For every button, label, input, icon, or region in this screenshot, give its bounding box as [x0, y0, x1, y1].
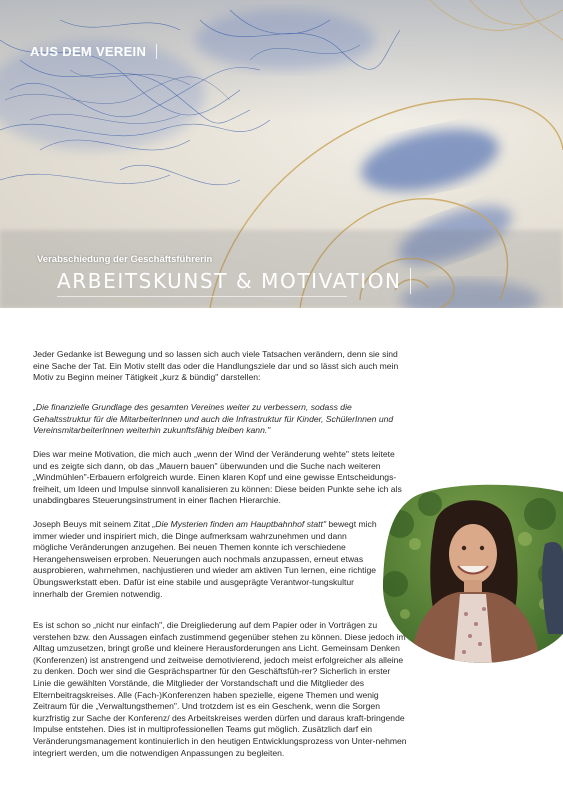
article-headline: ARBEITSKUNST & MOTIVATION — [57, 268, 411, 294]
header-artwork — [0, 0, 563, 308]
headline-underline — [57, 296, 347, 297]
intro-paragraph — [33, 349, 408, 384]
intro-text: Jeder Gedanke ist Bewegung und so lassen sich auch viele Tatsachen verändern, denn sie sind eine Sache der Tat. Ein Motiv stellt das oder die Handlungsziele dar und so lässt sich auch mein Motiv zu Beginn meiner Tätigkeit „kurz & bündig" darstellen: — [33, 349, 399, 383]
beuys-lead: Joseph Beuys mit seinem Zitat — [33, 519, 153, 529]
threefold-text: Es ist schon so „nicht nur einfach", die Dreigliederung auf dem Papier oder in Vorträgen zu verstehen bzw. den Aussagen einfach zustimmend gegenüber stehen zu können. Diese jedoch im Alltag umzusetzen, bringt große und kleinere Herausforderungen ans Licht. Gemeinsam Denken (Konferenzen) ist anstrengend und zeitweise demotivierend, jedoch meist erfolgreicher als alleine zu denken. Doch wer sind die Gesprächspartner für den Geschäftsfüh-rer? Sicherlich in erster Linie die gewählten Vorstände, die Mitglieder der Vorstandschaft und die Mitglieder des Elternbeitragskreises. Alle (Fach-)Konferenzen haben spezielle, eigene Themen und wenig Zeitraum für die „Verwaltungsthemen". Und trotzdem ist es ein Geschenk, wenn die Sorgen kurzfristig zur Sache der Konferenz/ des Arbeitskreises werden dürfen und daraus kraft-bringende Impulse entstehen. Dies ist in multiprofessionellen Teams gut möglich. Zusätzlich darf ein Veränderungsmanagement kontinuierlich in den heutigen Entwicklungsprozess von Unter-nehmen integriert werden, um die notwendigen Anpassungen zu begleiten. — [33, 620, 407, 758]
threefold-paragraph — [33, 620, 408, 759]
beuys-rest: bewegt mich immer wieder und inspiriert mich, die Dinge aufmerksam wahrzunehmen und dann mögliche Veränderungen anzugehen. Bei neuen Themen konnte ich verschiedene Herangehensweisen erproben. Neuerungen auch nochmals anzupassen, erneut etwas ausprobieren, wahrnehmen, nachjustieren und wieder am aktiven Tun lernen, eine richtige Übungswerkstatt eben. Dafür ist eine stabile und ausgeprägte Verantwor-tungskultur innerhalb der Gremien notwendig. — [33, 519, 377, 599]
motive-quote — [33, 402, 408, 437]
beuys-quote: „Die Mysterien finden am Hauptbahnhof statt" — [152, 519, 326, 529]
motivation-text: Dies war meine Motivation, die mich auch „wenn der Wind der Veränderung wehte" stets leitete und es zeigte sich dann, ob das „Mauern bauen" überwunden und die Suche nach weiteren „Windmühlen"-Erbauern erfolgreich wurde. Einen klaren Kopf und eine gewisse Entscheidungs-freiheit, um Ideen und Impulse sinnvoll kanalisieren zu können: Diese beiden Punkte sehe ich als unabdingbares Steuerungsinstrument in einer flachen Hierarchie. — [33, 449, 402, 506]
author-portrait-photo — [380, 484, 563, 664]
section-tag: AUS DEM VEREIN — [30, 44, 157, 59]
motivation-paragraph — [33, 449, 408, 507]
beuys-paragraph — [33, 519, 378, 600]
article-kicker: Verabschiedung der Geschäftsführerin — [37, 254, 213, 265]
motive-quote-text: „Die finanzielle Grundlage des gesamten Vereines weiter zu verbessern, sodass die Gehaltsstruktur für die MitarbeiterInnen und auch die Infrastruktur für Kinder, SchülerInnen und VereinsmitarbeiterInnen weiterhin zukunftsfähig bleiben kann." — [33, 402, 394, 436]
beuys-text — [33, 519, 378, 600]
